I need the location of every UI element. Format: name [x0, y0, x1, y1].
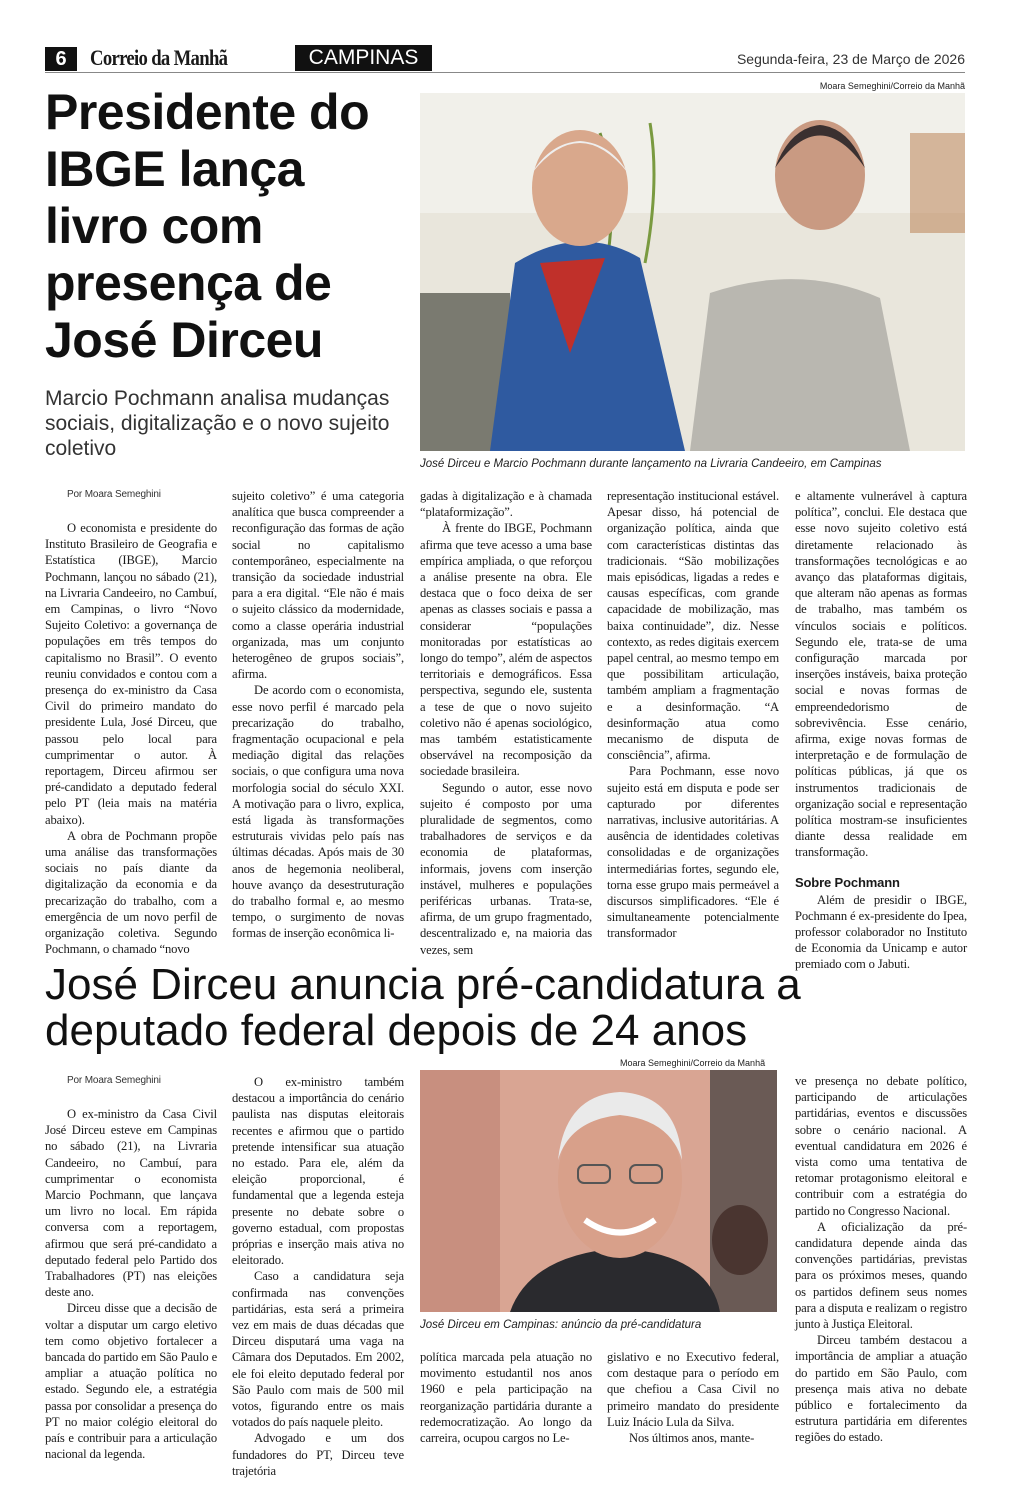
section-subheading: Sobre Pochmann: [795, 874, 900, 890]
section-label: CAMPINAS: [295, 45, 432, 71]
body-paragraph: e altamente vulnerável à captura política”, conclui. Ele destaca que esse novo sujeito coletivo está diretamente relacionado às transformações tecnológicas e ao avanço das plataformas digitais, que alteram não apenas as formas de trabalho, mas também os vínculos sociais e políticos. Segundo ele, trata-se de uma configuração marcada por inserções instáveis, baixa proteção social e novas formas de empreendedorismo de sobrevivência. Esse cenário, afirma, exige novas formas de interpretação e de formulação de políticas públicas, já que os instrumentos tradicionais de organização social e representação política mostram-se insuficientes diante dessa realidade em transformação.: [795, 489, 967, 860]
body-paragraph: O ex-ministro da Casa Civil José Dirceu esteve em Campinas no sábado (21), na Livraria Candeeiro, no Cambuí, para cumprimentar o economista Marcio Pochmann, que lançava um livro no local. Em rápida conversa com a reportagem, afirmou que será pré-candidato a deputado federal pelo Partido dos Trabalhadores (PT) nas eleições deste ano.: [45, 1107, 217, 1300]
article1-column-1: [45, 489, 217, 957]
article2-photo: [420, 1070, 777, 1312]
body-paragraph: política marcada pela atuação no movimento estudantil nos anos 1960 e pela participação na reorganização partidária durante a redemocratização. Ao longo da carreira, ocupou cargos no Le-: [420, 1350, 592, 1446]
article2-headline: José Dirceu anuncia pré-candidatura a deputado federal depois de 24 anos: [45, 960, 801, 1055]
article1-column-5: [795, 488, 967, 972]
article1-headline: Presidente do IBGE lança livro com presença de José Dirceu: [45, 84, 370, 368]
body-paragraph: ve presença no debate político, participando de articulações partidárias, eventos e discussões sobre o cenário nacional. A eventual candidatura em 2026 é vista como uma tentativa de retomar protagonismo eleitoral e contribuir com a estratégia do partido no Congresso Nacional.: [795, 1074, 967, 1218]
body-paragraph: A oficialização da pré-candidatura depende ainda das convenções partidárias, previstas para os próximos meses, quando os partidos definem seus nomes para a disputa e realizam o registro junto à Justiça Eleitoral.: [795, 1219, 967, 1332]
body-paragraph: Para Pochmann, esse novo sujeito está em disputa e pode ser capturado por diferentes narrativas, inclusive autoritárias. A ausência de identidades coletivas consolidadas e de organizações intermediárias fortes, segundo ele, torna esse grupo mais permeável a discursos simplificadores. “Ele é simultaneamente potencialmente transformador: [607, 764, 779, 941]
article2-column-5: [795, 1073, 967, 1448]
article2-column-3: [420, 1349, 592, 1449]
body-paragraph: gislativo e no Executivo federal, com destaque para o período em que chefiou a Casa Civil no primeiro mandato do presidente Luiz Inácio Lula da Silva.: [607, 1350, 779, 1429]
body-paragraph: representação institucional estável. Apesar disso, há potencial de organização política, ainda que com características distintas das tradicionais. “São mobilizações mais episódicas, ligadas a redes e causas específicas, com grande capacidade de mobilização, mas baixa continuidade”, diz. Nesse contexto, as redes digitais exercem papel central, ao mesmo tempo em que possibilitam articulação, também ampliam a fragmentação e a desinformação. “A desinformação atua como mecanismo de disputa de consciência”, afirma.: [607, 489, 779, 763]
body-paragraph: De acordo com o economista, esse novo perfil é marcado pela precarização do trabalho, fragmentação ocupacional e pela mediação digital das relações sociais, o que configura uma nova morfologia social do século XXI. A motivação para o livro, explica, está ligada às transformações estruturais vividas pelo país nas últimas décadas. Após mais de 30 anos de hegemonia neoliberal, houve avanço da desestruturação do trabalho formal e, ao mesmo tempo, o surgimento de novas formas de inserção econômica li-: [232, 683, 404, 941]
body-paragraph: Além de presidir o IBGE, Pochmann é ex-presidente do Ipea, professor colaborador no Instituto de Economia da Unicamp e autor premiado com o Jabuti.: [795, 892, 967, 972]
article2-column-2: [232, 1074, 404, 1478]
body-paragraph: A obra de Pochmann propõe uma análise das transformações sociais no país diante da digitalização da economia e da precarização do trabalho, com a emergência de um novo perfil de organização coletiva. Segundo Pochmann, o chamado “novo: [45, 828, 217, 957]
body-paragraph: À frente do IBGE, Pochmann afirma que teve acesso a uma base empírica ampliada, o que reforçou a análise presente na obra. Ele destaca que o foco deixa de ser apenas as classes sociais e passa a considerar “populações monitoradas por estatísticas ao longo do tempo”, além de aspectos territoriais e demográficos. Essa perspectiva, segundo ele, sustenta a tese de que o novo sujeito coletivo não é apenas sociológico, mas também estatisticamente observável na recomposição da sociedade brasileira.: [420, 521, 592, 779]
article1-column-4: [607, 488, 779, 948]
article1-column-3: [420, 488, 592, 957]
photo-credit: Moara Semeghini/Correio da Manhã: [819, 81, 965, 91]
article1-subheadline: Marcio Pochmann analisa mudanças sociais, digitalização e o novo sujeito coletivo: [45, 387, 390, 460]
article1-byline: Por Moara Semeghini: [67, 489, 161, 500]
body-paragraph: O ex-ministro também destacou a importância do cenário paulista nas disputas eleitorais recentes e afirmou que o partido pretende intensificar sua atuação no estado. Para ele, além da eleição proporcional, é fundamental que a legenda esteja presente no debate sobre o governo estadual, com propostas próprias e inserção mais ativa no eleitorado.: [232, 1075, 404, 1268]
article1-photo-caption: José Dirceu e Marcio Pochmann durante lançamento na Livraria Candeeiro, em Campinas: [420, 458, 882, 470]
body-paragraph: Dirceu disse que a decisão de voltar a disputar um cargo eletivo tem como objetivo fortalecer a bancada do partido em São Paulo e ampliar a atuação política no estado. Segundo ele, a estratégia passa por consolidar a presença do PT no maior colégio eleitoral do país e contribuir para a articulação nacional da legenda.: [45, 1301, 218, 1462]
article1-column-2: [232, 488, 404, 948]
body-paragraph: O economista e presidente do Instituto Brasileiro de Geografia e Estatística (IBGE), Marcio Pochmann, lançou no sábado (21), na Livraria Candeeiro, no Cambuí, em Campinas, o livro “Novo Sujeito Coletivo: a governança de populações em três tempos do capitalismo no Brasil”. O evento reuniu convidados e contou com a presença do ex-ministro da Casa Civil do primeiro mandato do presidente Lula, José Dirceu, que passou pelo local para cumprimentar o autor. À reportagem, Dirceu afirmou ser pré-candidato a deputado federal pelo PT (leia mais na matéria abaixo).: [45, 521, 217, 827]
body-paragraph: Nos últimos anos, mante-: [629, 1431, 755, 1446]
body-paragraph: gadas à digitalização e à chamada “plataformização”.: [420, 489, 592, 520]
body-paragraph: Caso a candidatura seja confirmada nas convenções partidárias, esta será a primeira vez em mais de duas décadas que Dirceu disputará uma vaga na Câmara dos Deputados. Em 2002, ele foi eleito deputado federal por São Paulo com mais de 500 mil votos, figurando entre os mais votados do país naquele pleito.: [232, 1269, 404, 1430]
body-paragraph: Advogado e um dos fundadores do PT, Dirceu teve trajetória: [232, 1431, 404, 1478]
body-paragraph: Segundo o autor, esse novo sujeito é composto por uma pluralidade de segmentos, como trabalhadores de serviços e da economia de plataformas, informais, jovens com inserção instável, mulheres e populações periféricas urbanas. Trata-se, afirma, de um grupo fragmentado, descentralizado e, na maioria das vezes, sem: [420, 780, 592, 957]
page-number: 6: [45, 47, 77, 71]
article1-photo: [420, 93, 965, 451]
newspaper-logo: Correio da Manhã: [90, 45, 228, 70]
article2-photo-credit: Moara Semeghini/Correio da Manhã: [620, 1058, 766, 1068]
body-paragraph: sujeito coletivo” é uma categoria analítica que busca compreender a reconfiguração das formas de ação social no capitalismo contemporâneo, especialmente na transição da sociedade industrial para a era digital. “Ele não é mais o sujeito clássico da modernidade, como a classe operária industrial organizada, mas um conjunto heterogêneo de grupos sociais”, afirma.: [232, 489, 404, 682]
header-divider: [45, 72, 965, 73]
body-paragraph: Dirceu também destacou a importância de ampliar a atuação do partido em São Paulo, com presença mais ativa no debate público e fortalecimento da estrutura partidária em diferentes regiões do estado.: [795, 1333, 967, 1445]
article2-column-1: [45, 1075, 218, 1462]
article2-column-4: [607, 1349, 779, 1449]
article2-photo-caption: José Dirceu em Campinas: anúncio da pré-candidatura: [420, 1319, 702, 1331]
article2-byline: Por Moara Semeghini: [67, 1075, 161, 1086]
edition-date: Segunda-feira, 23 de Março de 2026: [736, 51, 965, 67]
